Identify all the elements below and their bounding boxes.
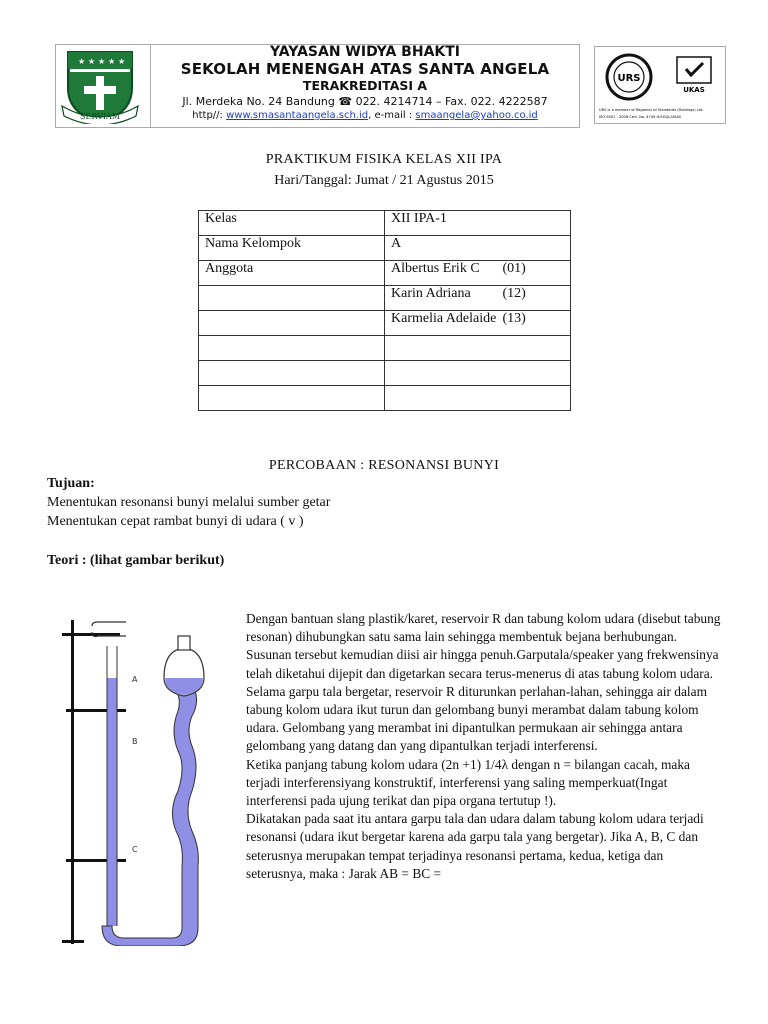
member-cell <box>385 261 571 286</box>
member-name: Albertus Erik C <box>391 261 480 276</box>
practicum-title: PRAKTIKUM FISIKA KELAS XII IPA <box>265 152 503 167</box>
empty-cell <box>199 311 385 336</box>
empty-cell <box>385 386 571 411</box>
table-row <box>199 286 571 311</box>
kelas-label: Kelas <box>199 211 385 236</box>
label-c: C <box>132 845 138 854</box>
member-cell <box>385 286 571 311</box>
cert-iso: ISO 9001 : 2008 Cert. No. 4749 H/SGQL/UKAS <box>599 115 682 119</box>
empty-cell <box>199 336 385 361</box>
empty-cell <box>199 361 385 386</box>
empty-cell <box>385 336 571 361</box>
teori-heading: Teori : (lihat gambar berikut) <box>47 553 225 568</box>
address-line: Jl. Merdeka No. 24 Bandung ☎ 022. 4214714 – Fax. 022. 4222587 <box>182 95 548 108</box>
table-row <box>199 361 571 386</box>
theory-paragraph: Susunan tersebut kemudian diisi air hingga penuh.Garputala/speaker yang frekwensinya telah diketahui dijepit dan digetarkan secara terus-menerus di atas tabung kolom udara. <box>246 647 719 681</box>
table-row <box>199 236 571 261</box>
foundation-name: YAYASAN WIDYA BHAKTI <box>269 44 461 60</box>
table-row <box>199 386 571 411</box>
svg-text:★: ★ <box>108 57 116 66</box>
kelas-value: XII IPA-1 <box>385 211 571 236</box>
member-name: Karmelia Adelaide <box>391 311 497 326</box>
school-crest-logo <box>60 48 140 124</box>
svg-text:★: ★ <box>88 57 96 66</box>
empty-cell <box>199 286 385 311</box>
theory-paragraph: Selama garpu tala bergetar, reservoir R diturunkan perlahan-lahan, sehingga air dalam tabung kolom udara ikut turun dan gelombang bunyi merambat dalam tabung kolom udara. Gelombang yang merambat ini dipantulkan permukaan air sehingga antara gelombang yang datang dan yang dipantulkan terjadi interferensi. <box>246 683 708 754</box>
resonance-tube-diagram <box>58 616 234 946</box>
certification-logos <box>595 47 725 123</box>
kelompok-label: Nama Kelompok <box>199 236 385 261</box>
tube-water <box>107 678 117 926</box>
svg-text:★: ★ <box>118 57 126 66</box>
empty-cell <box>199 386 385 411</box>
website-link[interactable]: www.smasantaangela.sch.id <box>226 110 369 121</box>
urs-logo-text: URS <box>617 73 641 84</box>
kelompok-value: A <box>385 236 571 261</box>
svg-text:★: ★ <box>98 57 106 66</box>
theory-paragraph: Dengan bantuan slang plastik/karet, reservoir R dan tabung kolom udara (disebut tabung resonan) dihubungkan satu sama lain sehingga membentuk bejana berhubungan. <box>246 611 721 645</box>
ukas-logo-text: UKAS <box>683 86 705 94</box>
table-row <box>199 336 571 361</box>
letterhead-text <box>150 44 580 122</box>
member-number: (01) <box>502 261 526 276</box>
tujuan-item: Menentukan resonansi bunyi melalui sumber getar <box>47 495 331 510</box>
member-number: (12) <box>502 286 526 301</box>
tujuan-heading: Tujuan: <box>47 476 95 491</box>
logo-motto: SERVIAM <box>80 112 120 121</box>
empty-cell <box>385 361 571 386</box>
table-row <box>199 311 571 336</box>
contact-line <box>150 109 580 122</box>
practicum-date: Hari/Tanggal: Jumat / 21 Agustus 2015 <box>274 173 494 188</box>
group-info-table <box>198 210 571 411</box>
web-prefix: http//: <box>192 110 227 121</box>
member-number: (13) <box>502 311 526 326</box>
reservoir-neck <box>178 636 190 650</box>
experiment-title: PERCOBAAN : RESONANSI BUNYI <box>268 458 500 473</box>
reservoir-water <box>165 678 203 695</box>
stand-pole <box>71 620 74 944</box>
anggota-label: Anggota <box>199 261 385 286</box>
theory-paragraph: Ketika panjang tabung kolom udara (2n +1) 1/4λ dengan n = bilangan cacah, maka terjadi interferensiyang konstruktif, interferensi yang saling memperkuat(Ingat interferensi pada ujung terikat dan pipa organa tertutup !). <box>246 756 691 809</box>
tujuan-item: Menentukan cepat rambat bunyi di udara ( v ) <box>47 514 304 529</box>
theory-text <box>246 610 722 883</box>
label-a: A <box>132 675 138 684</box>
svg-text:★: ★ <box>78 57 86 66</box>
member-cell <box>385 311 571 336</box>
certification-badges <box>594 46 726 124</box>
table-row <box>199 211 571 236</box>
accreditation: TERAKREDITASI A <box>302 78 428 93</box>
member-name: Karin Adriana <box>391 286 471 301</box>
cert-caption: URS is a member of Registrar of Standards (Holdings) Ltd. <box>599 108 704 112</box>
school-name: SEKOLAH MENENGAH ATAS SANTA ANGELA <box>180 60 550 78</box>
email-link[interactable]: smaangela@yahoo.co.id <box>415 110 538 121</box>
email-prefix: , e-mail : <box>368 110 416 121</box>
label-b: B <box>132 737 138 746</box>
stand-base <box>62 940 84 943</box>
theory-paragraph: Dikatakan pada saat itu antara garpu tala dan udara dalam tabung kolom udara terjadi resonansi (udara ikut bergetar karena ada garpu tala yang bergetar). Jika A, B, C dan seterusnya merupakan tempat terjadinya resonansi pertama, kedua, ketiga dan seterusnya, maka : Jarak AB = BC = <box>246 811 704 881</box>
table-row <box>199 261 571 286</box>
